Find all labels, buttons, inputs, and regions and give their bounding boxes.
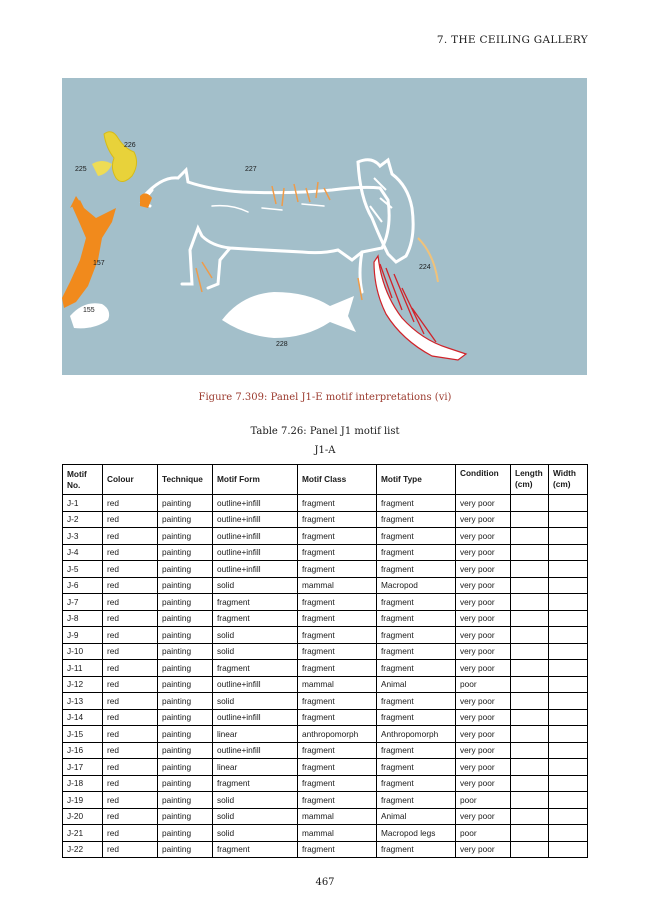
table-cell: painting <box>158 825 213 842</box>
table-cell: fragment <box>377 561 456 578</box>
table-cell <box>549 841 588 858</box>
table-cell: Animal <box>377 676 456 693</box>
table-cell: outline+infill <box>213 544 298 561</box>
table-cell: J-4 <box>63 544 103 561</box>
table-cell: fragment <box>298 495 377 512</box>
label-155: 155 <box>83 307 95 314</box>
table-cell: fragment <box>377 709 456 726</box>
table-cell: fragment <box>298 544 377 561</box>
motif-227-orange-marks <box>196 182 362 300</box>
table-cell: Macropod <box>377 577 456 594</box>
table-cell: J-18 <box>63 775 103 792</box>
table-cell: poor <box>456 676 511 693</box>
table-cell: very poor <box>456 577 511 594</box>
table-cell: very poor <box>456 841 511 858</box>
table-cell: very poor <box>456 610 511 627</box>
table-cell: painting <box>158 660 213 677</box>
table-cell: fragment <box>298 792 377 809</box>
table-cell <box>511 528 549 545</box>
table-row <box>63 676 588 693</box>
table-cell: fragment <box>377 759 456 776</box>
table-cell: J-1 <box>63 495 103 512</box>
table-row <box>63 693 588 710</box>
table-cell: painting <box>158 742 213 759</box>
motif-tracing-drawing <box>62 78 587 375</box>
table-cell <box>511 561 549 578</box>
table-cell <box>511 775 549 792</box>
table-cell <box>511 759 549 776</box>
table-cell: fragment <box>377 528 456 545</box>
table-row <box>63 511 588 528</box>
table-cell: very poor <box>456 709 511 726</box>
col-header: Motif No. <box>63 465 103 495</box>
table-cell: fragment <box>377 594 456 611</box>
table-cell <box>549 594 588 611</box>
table-cell: painting <box>158 544 213 561</box>
table-cell <box>549 742 588 759</box>
col-header: Width (cm) <box>549 465 588 495</box>
table-cell: solid <box>213 808 298 825</box>
table-cell <box>511 808 549 825</box>
motif-table <box>62 464 588 858</box>
table-cell: red <box>103 709 158 726</box>
table-cell <box>549 825 588 842</box>
table-cell <box>511 643 549 660</box>
table-cell: fragment <box>298 759 377 776</box>
table-cell <box>511 726 549 743</box>
table-cell: Animal <box>377 808 456 825</box>
table-cell: painting <box>158 709 213 726</box>
table-cell <box>549 544 588 561</box>
label-226: 226 <box>124 142 136 149</box>
table-cell: solid <box>213 792 298 809</box>
table-cell: red <box>103 742 158 759</box>
table-cell: fragment <box>377 792 456 809</box>
table-cell: fragment <box>298 511 377 528</box>
label-157: 157 <box>93 260 105 267</box>
table-row <box>63 627 588 644</box>
table-row <box>63 742 588 759</box>
table-row <box>63 825 588 842</box>
table-cell: very poor <box>456 511 511 528</box>
table-cell: fragment <box>298 775 377 792</box>
table-cell: painting <box>158 726 213 743</box>
table-cell: very poor <box>456 627 511 644</box>
table-cell: very poor <box>456 495 511 512</box>
table-row <box>63 726 588 743</box>
table-cell: poor <box>456 792 511 809</box>
table-cell: red <box>103 528 158 545</box>
table-cell: poor <box>456 825 511 842</box>
table-cell: fragment <box>298 660 377 677</box>
table-cell: fragment <box>213 610 298 627</box>
table-row <box>63 594 588 611</box>
table-cell: painting <box>158 511 213 528</box>
table-cell <box>549 660 588 677</box>
table-cell <box>549 808 588 825</box>
col-header: Technique <box>158 465 213 495</box>
table-cell: red <box>103 511 158 528</box>
table-cell <box>549 561 588 578</box>
motif-227-white-animal <box>142 170 389 292</box>
table-cell: fragment <box>377 544 456 561</box>
table-cell: J-12 <box>63 676 103 693</box>
table-cell: fragment <box>213 594 298 611</box>
table-cell: solid <box>213 627 298 644</box>
table-cell: red <box>103 676 158 693</box>
table-cell <box>511 610 549 627</box>
table-cell <box>549 726 588 743</box>
motif-226-yellow <box>92 132 137 182</box>
table-cell: J-9 <box>63 627 103 644</box>
table-cell: fragment <box>377 627 456 644</box>
table-cell: painting <box>158 610 213 627</box>
table-cell: painting <box>158 775 213 792</box>
table-cell <box>511 742 549 759</box>
table-cell: outline+infill <box>213 742 298 759</box>
table-cell: J-11 <box>63 660 103 677</box>
table-cell: outline+infill <box>213 561 298 578</box>
table-cell: fragment <box>298 528 377 545</box>
table-cell: J-22 <box>63 841 103 858</box>
table-cell: fragment <box>377 643 456 660</box>
table-cell: anthropomorph <box>298 726 377 743</box>
col-header: Motif Class <box>298 465 377 495</box>
table-cell: very poor <box>456 693 511 710</box>
table-cell: fragment <box>377 775 456 792</box>
table-cell: fragment <box>298 742 377 759</box>
page-number: 467 <box>315 877 335 888</box>
table-cell: very poor <box>456 660 511 677</box>
label-225: 225 <box>75 166 87 173</box>
table-cell: red <box>103 759 158 776</box>
table-cell: J-20 <box>63 808 103 825</box>
table-row <box>63 495 588 512</box>
table-cell: outline+infill <box>213 676 298 693</box>
table-cell: fragment <box>298 610 377 627</box>
table-cell: fragment <box>377 610 456 627</box>
table-cell: mammal <box>298 676 377 693</box>
table-cell: solid <box>213 825 298 842</box>
col-header: Colour <box>103 465 158 495</box>
col-header: Motif Form <box>213 465 298 495</box>
table-cell: red <box>103 495 158 512</box>
table-cell: J-8 <box>63 610 103 627</box>
table-cell: red <box>103 660 158 677</box>
table-cell: J-16 <box>63 742 103 759</box>
table-row <box>63 759 588 776</box>
table-row <box>63 528 588 545</box>
table-cell: mammal <box>298 808 377 825</box>
col-header: Condition <box>456 465 511 495</box>
table-cell: red <box>103 610 158 627</box>
table-cell: mammal <box>298 577 377 594</box>
table-cell: very poor <box>456 808 511 825</box>
table-cell: outline+infill <box>213 709 298 726</box>
table-cell: solid <box>213 643 298 660</box>
table-cell <box>549 676 588 693</box>
table-cell: painting <box>158 627 213 644</box>
table-cell <box>511 709 549 726</box>
table-cell: linear <box>213 759 298 776</box>
table-cell: painting <box>158 808 213 825</box>
table-cell <box>549 528 588 545</box>
table-cell: painting <box>158 561 213 578</box>
table-cell: very poor <box>456 544 511 561</box>
table-cell: outline+infill <box>213 511 298 528</box>
table-cell: outline+infill <box>213 528 298 545</box>
table-cell: painting <box>158 594 213 611</box>
table-cell: Anthropomorph <box>377 726 456 743</box>
table-header-row <box>63 465 588 495</box>
table-subtitle: J1-A <box>314 445 336 456</box>
table-cell: J-13 <box>63 693 103 710</box>
table-cell: fragment <box>377 693 456 710</box>
running-head: 7. THE CEILING GALLERY <box>436 34 588 46</box>
table-cell: solid <box>213 693 298 710</box>
table-cell: solid <box>213 577 298 594</box>
table-cell <box>511 594 549 611</box>
motif-157-orange <box>62 196 116 308</box>
col-header: Motif Type <box>377 465 456 495</box>
table-cell: red <box>103 792 158 809</box>
table-cell <box>511 511 549 528</box>
table-cell: J-17 <box>63 759 103 776</box>
table-cell: outline+infill <box>213 495 298 512</box>
table-cell: painting <box>158 577 213 594</box>
table-row <box>63 660 588 677</box>
table-cell: fragment <box>298 627 377 644</box>
table-cell: fragment <box>298 693 377 710</box>
table-row <box>63 792 588 809</box>
table-cell <box>511 676 549 693</box>
table-cell: J-7 <box>63 594 103 611</box>
table-row <box>63 610 588 627</box>
motif-224-kangaroo <box>358 160 466 360</box>
table-cell: J-5 <box>63 561 103 578</box>
table-row <box>63 808 588 825</box>
table-title: Table 7.26: Panel J1 motif list <box>250 426 400 437</box>
table-cell: J-19 <box>63 792 103 809</box>
table-cell: fragment <box>298 643 377 660</box>
table-cell <box>511 693 549 710</box>
table-row <box>63 577 588 594</box>
table-row <box>63 643 588 660</box>
table-cell: fragment <box>377 495 456 512</box>
table-cell: painting <box>158 528 213 545</box>
table-cell <box>511 792 549 809</box>
table-cell: fragment <box>298 709 377 726</box>
table-cell <box>549 709 588 726</box>
table-cell: fragment <box>298 561 377 578</box>
table-cell: Macropod legs <box>377 825 456 842</box>
table-cell: J-14 <box>63 709 103 726</box>
table-cell: J-10 <box>63 643 103 660</box>
table-cell: fragment <box>298 841 377 858</box>
table-cell: J-21 <box>63 825 103 842</box>
motif-228-fish <box>222 292 356 338</box>
table-row <box>63 841 588 858</box>
table-cell: red <box>103 577 158 594</box>
table-cell <box>511 825 549 842</box>
table-cell: mammal <box>298 825 377 842</box>
table-cell <box>549 792 588 809</box>
table-cell: very poor <box>456 594 511 611</box>
table-cell <box>549 577 588 594</box>
table-cell <box>549 775 588 792</box>
table-cell: painting <box>158 693 213 710</box>
table-cell: red <box>103 544 158 561</box>
table-cell <box>549 627 588 644</box>
table-cell: fragment <box>377 841 456 858</box>
table-cell: red <box>103 726 158 743</box>
table-cell: very poor <box>456 775 511 792</box>
label-224: 224 <box>419 264 431 271</box>
table-cell: J-6 <box>63 577 103 594</box>
table-cell: very poor <box>456 561 511 578</box>
table-cell: J-15 <box>63 726 103 743</box>
col-header: Length (cm) <box>511 465 549 495</box>
table-cell <box>549 643 588 660</box>
table-cell: red <box>103 808 158 825</box>
table-cell: painting <box>158 495 213 512</box>
table-cell: very poor <box>456 643 511 660</box>
table-row <box>63 709 588 726</box>
table-cell <box>549 511 588 528</box>
table-cell: painting <box>158 643 213 660</box>
table-cell <box>549 693 588 710</box>
table-cell <box>511 577 549 594</box>
label-227: 227 <box>245 166 257 173</box>
table-row <box>63 544 588 561</box>
table-cell <box>511 627 549 644</box>
table-cell: painting <box>158 676 213 693</box>
table-cell: red <box>103 627 158 644</box>
table-cell: J-2 <box>63 511 103 528</box>
table-cell <box>511 544 549 561</box>
table-cell: painting <box>158 841 213 858</box>
table-cell: red <box>103 561 158 578</box>
table-cell: fragment <box>377 660 456 677</box>
table-cell: red <box>103 775 158 792</box>
table-cell: painting <box>158 759 213 776</box>
table-row <box>63 775 588 792</box>
table-cell: fragment <box>213 660 298 677</box>
table-cell: red <box>103 841 158 858</box>
table-cell <box>511 841 549 858</box>
table-cell: linear <box>213 726 298 743</box>
table-cell <box>511 495 549 512</box>
table-cell <box>549 610 588 627</box>
table-cell: very poor <box>456 759 511 776</box>
table-cell: fragment <box>298 594 377 611</box>
table-cell: very poor <box>456 528 511 545</box>
table-cell: fragment <box>377 511 456 528</box>
table-cell <box>549 495 588 512</box>
figure-caption: Figure 7.309: Panel J1-E motif interpretations (vi) <box>198 392 452 403</box>
table-cell: very poor <box>456 726 511 743</box>
label-228: 228 <box>276 341 288 348</box>
table-row <box>63 561 588 578</box>
table-body <box>63 495 588 858</box>
table-cell: red <box>103 825 158 842</box>
table-cell: red <box>103 594 158 611</box>
panel-figure <box>62 78 587 375</box>
table-cell <box>511 660 549 677</box>
table-cell: painting <box>158 792 213 809</box>
table-cell: red <box>103 643 158 660</box>
table-cell <box>549 759 588 776</box>
table-cell: very poor <box>456 742 511 759</box>
table-cell: fragment <box>213 775 298 792</box>
table-cell: fragment <box>377 742 456 759</box>
table-cell: J-3 <box>63 528 103 545</box>
table-cell: red <box>103 693 158 710</box>
table-cell: fragment <box>213 841 298 858</box>
